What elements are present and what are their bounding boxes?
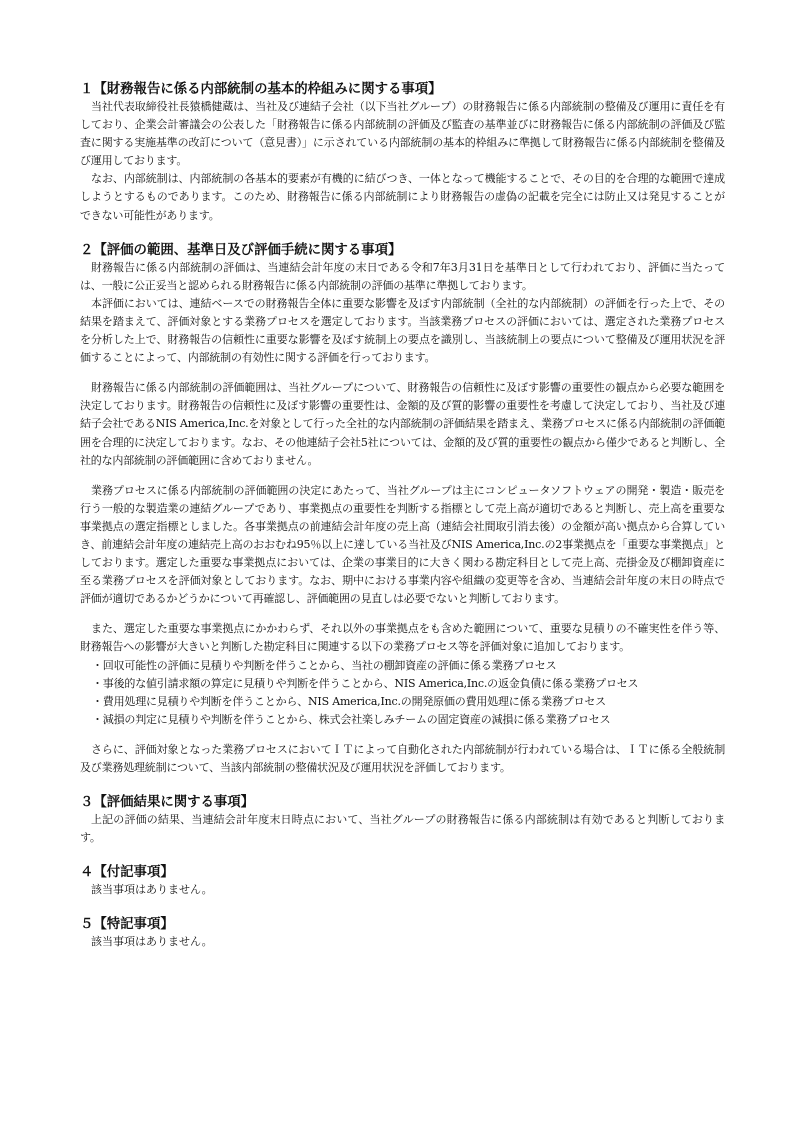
section-heading: ３【評価結果に関する事項】 <box>80 794 255 811</box>
paragraph: 該当事項はありません。 <box>91 883 213 897</box>
document-page <box>80 80 725 951</box>
list-item: ・費用処理に見積りや判断を伴うことから、NIS America,Inc.の開発原価の費用処理に係る業務プロセス <box>92 694 606 708</box>
paragraph: 当社代表取締役社長猿橋健蔵は、当社及び連結子会社（以下当社グループ）の財務報告に係る内部統制の整備及び運用に責任を有しており、企業会計審議会の公表した「財務報告に係る内部統制の評価及び監査の基準並びに財務報告に係る内部統制の評価及び監査に関する実施基準の改訂について（意見書）」に示されている内部統制の基本的枠組みに準拠して財務報告に係る内部統制を整備及び運用しております。 <box>80 100 725 168</box>
paragraph: 財務報告に係る内部統制の評価は、当連結会計年度の末日である令和7年3月31日を基準日として行われており、評価に当たっては、一般に公正妥当と認められる財務報告に係る内部統制の評価の基準に準拠しております。 <box>80 260 725 292</box>
paragraph: 業務プロセスに係る内部統制の評価範囲の決定にあたって、当社グループは主にコンピュータソフトウェアの開発・製造・販売を行う一般的な製造業の連結グループであり、事業拠点の重要性を判断する指標として売上高が適切であると判断し、売上高を重要な事業拠点の選定指標としました。各事業拠点の前連結会計年度の売上高（連結会社間取引消去後）の金額が高い拠点から合算していき、前連結会計年度の連結売上高のおおむね95％以上に達している当社及びNIS America,Inc.の2事業拠点を「重要な事業拠点」としております。選定した重要な事業拠点においては、企業の事業目的に大きく関わる勘定科目として売上高、売掛金及び棚卸資産に至る業務プロセスを評価対象としております。なお、期中における事業内容や組織の変更等を含め、当連結会計年度の末日の時点で評価が適切であるかどうかについて再確認し、評価範囲の見直しは必要でないと判断しております。 <box>80 483 725 606</box>
paragraph: 本評価においては、連結ベースでの財務報告全体に重要な影響を及ぼす内部統制（全社的な内部統制）の評価を行った上で、その結果を踏まえて、評価対象とする業務プロセスを選定しております。当該業務プロセスの評価においては、選定された業務プロセスを分析した上で、財務報告の信頼性に重要な影響を及ぼす統制上の要点を識別し、当該統制上の要点について整備及び運用状況を評価することによって、内部統制の有効性に関する評価を行っております。 <box>80 296 725 365</box>
paragraph: また、選定した重要な事業拠点にかかわらず、それ以外の事業拠点をも含めた範囲について、重要な見積りの不確実性を伴う等、財務報告への影響が大きいと判断した勘定科目に関連する以下の業務プロセス等を評価対象に追加しております。 <box>80 622 725 654</box>
section-special-notes <box>80 915 725 951</box>
section-basic-framework <box>80 80 725 225</box>
paragraph: さらに、評価対象となった業務プロセスにおいてＩＴによって自動化された内部統制が行われている場合は、ＩＴに係る全般統制及び業務処理統制について、当該内部統制の整備状況及び運用状況を評価しております。 <box>80 742 725 774</box>
paragraph: なお、内部統制は、内部統制の各基本的要素が有機的に結びつき、一体となって機能することで、その目的を合理的な範囲で達成しようとするものであります。このため、財務報告に係る内部統制により財務報告の虚偽の記載を完全には防止又は発見することができない可能性があります。 <box>80 172 725 222</box>
section-heading: ４【付記事項】 <box>80 864 174 881</box>
section-evaluation-result <box>80 793 725 847</box>
paragraph: 上記の評価の結果、当連結会計年度末日時点において、当社グループの財務報告に係る内部統制は有効であると判断しております。 <box>80 813 725 845</box>
list-item: ・回収可能性の評価に見積りや判断を伴うことから、当社の棚卸資産の評価に係る業務プロセス <box>92 658 557 672</box>
list-item: ・事後的な値引請求額の算定に見積りや判断を伴うことから、NIS America,Inc.の返金負債に係る業務プロセス <box>92 676 639 690</box>
paragraph: 財務報告に係る内部統制の評価範囲は、当社グループについて、財務報告の信頼性に及ぼす影響の重要性の観点から必要な範囲を決定しております。財務報告の信頼性に及ぼす影響の重要性は、金額的及び質的影響の重要性を考慮して決定しており、当社及び連結子会社であるNIS America,Inc.を対象として行った全社的な内部統制の評価結果を踏まえ、業務プロセスに係る内部統制の評価範囲を合理的に決定しております。なお、その他連結子会社5社については、金額的及び質的重要性の観点から僅少であると判断し、全社的な内部統制の評価範囲に含めておりません。 <box>80 381 725 467</box>
list-item: ・減損の判定に見積りや判断を伴うことから、株式会社楽しみチームの固定資産の減損に係る業務プロセス <box>92 712 611 726</box>
section-supplementary-notes <box>80 863 725 899</box>
process-list <box>80 657 725 729</box>
section-heading: ２【評価の範囲、基準日及び評価手続に関する事項】 <box>80 241 402 258</box>
section-evaluation-scope <box>80 241 725 777</box>
section-heading: １【財務報告に係る内部統制の基本的枠組みに関する事項】 <box>80 81 442 97</box>
section-heading: ５【特記事項】 <box>80 916 174 933</box>
paragraph: 該当事項はありません。 <box>91 935 213 949</box>
